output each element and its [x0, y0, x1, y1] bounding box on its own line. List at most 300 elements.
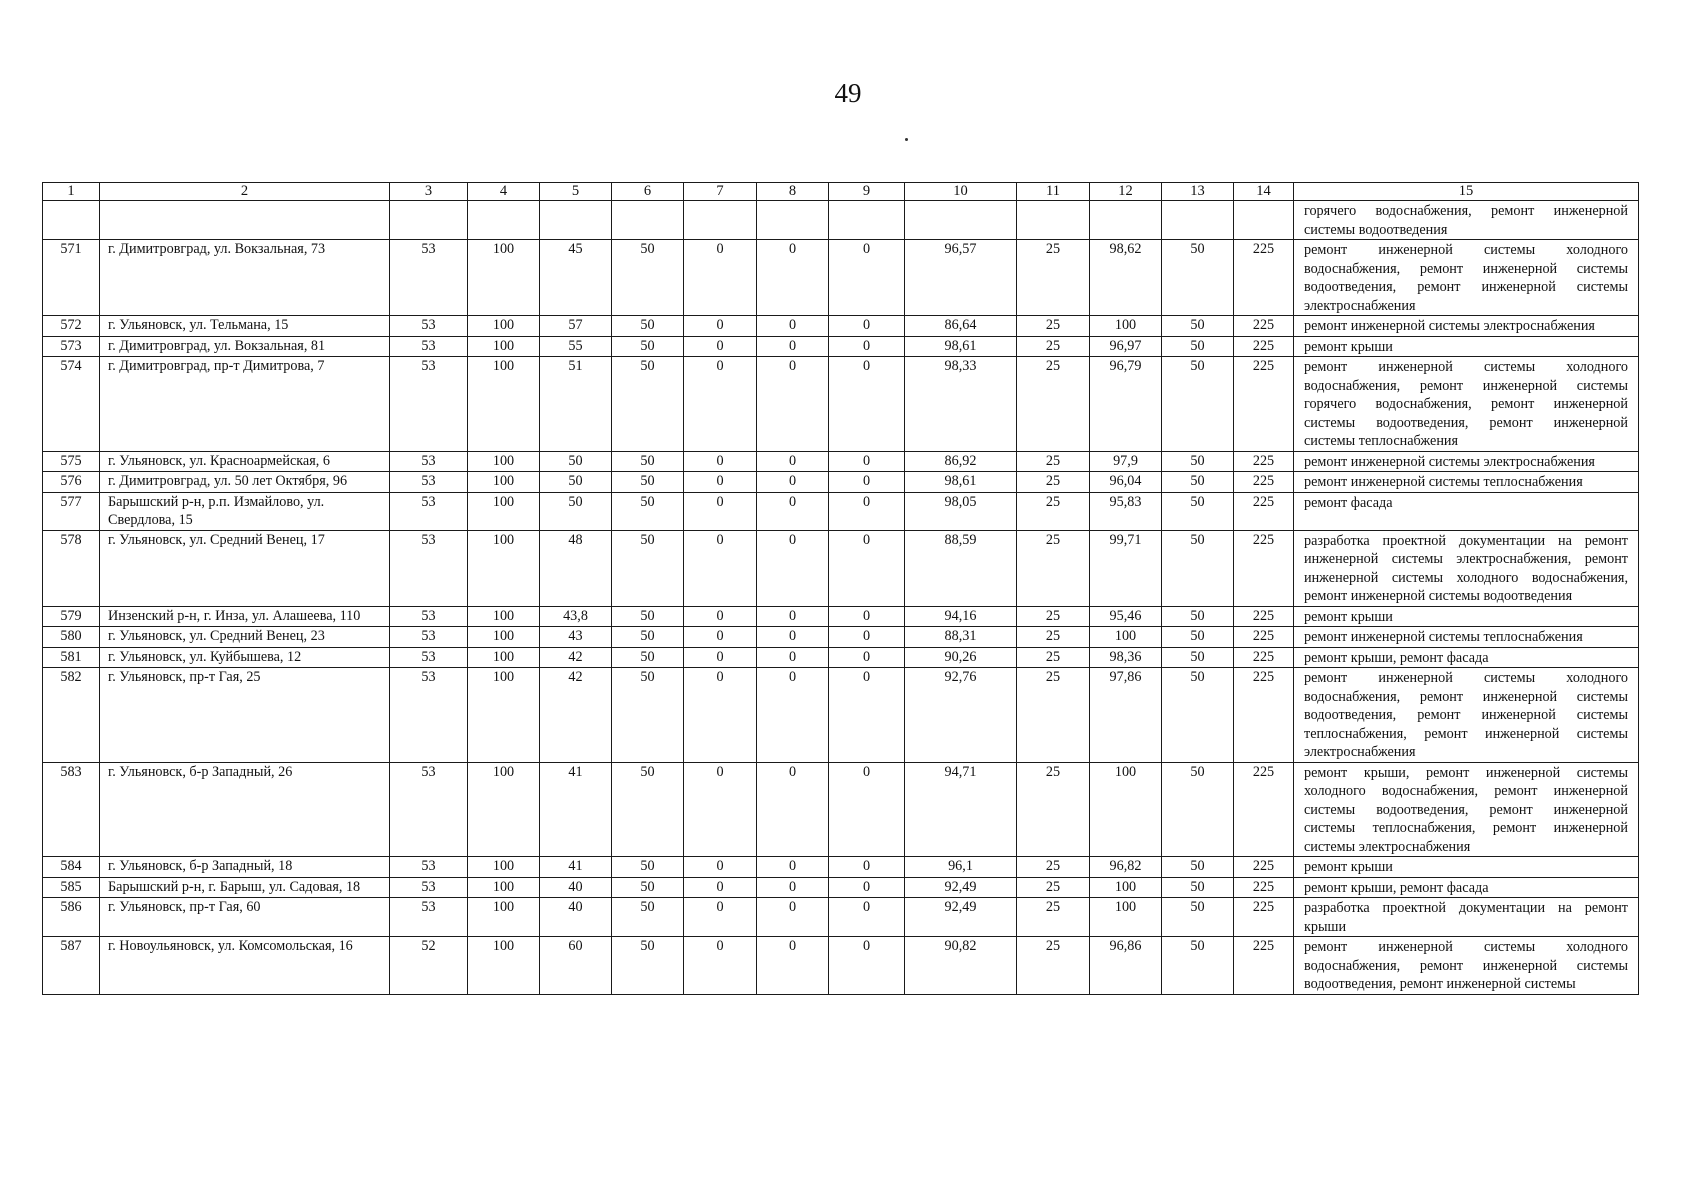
col7-value: 0	[684, 762, 757, 857]
col9-value: 0	[829, 336, 905, 357]
col11-value: 25	[1017, 240, 1090, 316]
col7-value: 0	[684, 336, 757, 357]
col8-value: 0	[757, 877, 829, 898]
table-row	[43, 472, 1639, 493]
col13-value: 50	[1162, 647, 1234, 668]
row-number: 581	[43, 647, 100, 668]
col11-value: 25	[1017, 336, 1090, 357]
col9-value: 0	[829, 357, 905, 452]
address: г. Ульяновск, ул. Тельмана, 15	[100, 316, 390, 337]
col5-value: 42	[540, 647, 612, 668]
table-row	[43, 937, 1639, 995]
col13-value: 50	[1162, 762, 1234, 857]
header-row	[43, 183, 1639, 201]
col4-value: 100	[468, 336, 540, 357]
col10-value: 98,05	[905, 492, 1017, 530]
col11-value: 25	[1017, 451, 1090, 472]
col4-value: 100	[468, 451, 540, 472]
col11-value: 25	[1017, 357, 1090, 452]
col12-value: 100	[1090, 762, 1162, 857]
col6-value: 50	[612, 647, 684, 668]
col6-value: 50	[612, 240, 684, 316]
col7-value: 0	[684, 316, 757, 337]
col12-value: 96,86	[1090, 937, 1162, 995]
col3-value: 53	[390, 668, 468, 763]
row-number: 586	[43, 898, 100, 937]
col11-value	[1017, 201, 1090, 240]
column-header: 14	[1234, 183, 1294, 201]
work-description: ремонт инженерной системы электроснабжения	[1294, 316, 1639, 337]
col4-value: 100	[468, 627, 540, 648]
col14-value: 225	[1234, 240, 1294, 316]
col6-value: 50	[612, 492, 684, 530]
table-row	[43, 451, 1639, 472]
column-header: 9	[829, 183, 905, 201]
row-number: 576	[43, 472, 100, 493]
col4-value: 100	[468, 898, 540, 937]
col5-value: 43	[540, 627, 612, 648]
table-body	[43, 183, 1639, 995]
row-number: 585	[43, 877, 100, 898]
col4-value: 100	[468, 530, 540, 606]
col7-value: 0	[684, 451, 757, 472]
table-row	[43, 336, 1639, 357]
col14-value: 225	[1234, 898, 1294, 937]
table-row	[43, 877, 1639, 898]
col6-value: 50	[612, 627, 684, 648]
column-header: 12	[1090, 183, 1162, 201]
col5-value: 50	[540, 492, 612, 530]
col8-value: 0	[757, 606, 829, 627]
col9-value	[829, 201, 905, 240]
work-description: ремонт инженерной системы теплоснабжения	[1294, 472, 1639, 493]
col10-value: 92,49	[905, 877, 1017, 898]
table-row	[43, 492, 1639, 530]
address: Барышский р-н, г. Барыш, ул. Садовая, 18	[100, 877, 390, 898]
col14-value: 225	[1234, 530, 1294, 606]
col11-value: 25	[1017, 627, 1090, 648]
col7-value: 0	[684, 492, 757, 530]
col5-value: 40	[540, 898, 612, 937]
row-number: 571	[43, 240, 100, 316]
col11-value: 25	[1017, 857, 1090, 878]
col10-value: 98,61	[905, 336, 1017, 357]
table-row	[43, 762, 1639, 857]
row-number: 573	[43, 336, 100, 357]
col12-value: 96,82	[1090, 857, 1162, 878]
col9-value: 0	[829, 857, 905, 878]
col6-value: 50	[612, 668, 684, 763]
col3-value: 53	[390, 762, 468, 857]
address: г. Димитровград, пр-т Димитрова, 7	[100, 357, 390, 452]
table-row	[43, 357, 1639, 452]
col12-value: 99,71	[1090, 530, 1162, 606]
data-table	[42, 182, 1639, 995]
col6-value: 50	[612, 472, 684, 493]
col9-value: 0	[829, 472, 905, 493]
col14-value	[1234, 201, 1294, 240]
column-header: 4	[468, 183, 540, 201]
col4-value: 100	[468, 668, 540, 763]
col14-value: 225	[1234, 357, 1294, 452]
col4-value: 100	[468, 606, 540, 627]
col14-value: 225	[1234, 668, 1294, 763]
col12-value: 95,83	[1090, 492, 1162, 530]
col13-value: 50	[1162, 240, 1234, 316]
col13-value: 50	[1162, 336, 1234, 357]
address: г. Димитровград, ул. 50 лет Октября, 96	[100, 472, 390, 493]
column-header: 15	[1294, 183, 1639, 201]
col13-value: 50	[1162, 530, 1234, 606]
col13-value: 50	[1162, 627, 1234, 648]
work-description: ремонт инженерной системы холодного водоснабжения, ремонт инженерной системы водоотведения, ремонт инженерной системы теплоснабжения, ремонт инженерной системы электроснабжения	[1294, 668, 1639, 763]
col6-value: 50	[612, 336, 684, 357]
address: г. Ульяновск, пр-т Гая, 25	[100, 668, 390, 763]
col6-value: 50	[612, 762, 684, 857]
col12-value	[1090, 201, 1162, 240]
column-header: 8	[757, 183, 829, 201]
col8-value: 0	[757, 937, 829, 995]
col6-value: 50	[612, 530, 684, 606]
col9-value: 0	[829, 530, 905, 606]
col10-value: 88,31	[905, 627, 1017, 648]
col9-value: 0	[829, 937, 905, 995]
col14-value: 225	[1234, 937, 1294, 995]
col10-value: 92,49	[905, 898, 1017, 937]
column-header: 10	[905, 183, 1017, 201]
col12-value: 98,62	[1090, 240, 1162, 316]
work-description: горячего водоснабжения, ремонт инженерной системы водоотведения	[1294, 201, 1639, 240]
col5-value: 57	[540, 316, 612, 337]
col5-value: 60	[540, 937, 612, 995]
col13-value: 50	[1162, 357, 1234, 452]
col6-value: 50	[612, 451, 684, 472]
col12-value: 100	[1090, 898, 1162, 937]
col3-value: 53	[390, 877, 468, 898]
col10-value: 98,33	[905, 357, 1017, 452]
col13-value: 50	[1162, 857, 1234, 878]
col8-value: 0	[757, 762, 829, 857]
col10-value: 86,64	[905, 316, 1017, 337]
col14-value: 225	[1234, 492, 1294, 530]
col14-value: 225	[1234, 857, 1294, 878]
col13-value: 50	[1162, 492, 1234, 530]
col5-value: 48	[540, 530, 612, 606]
column-header: 5	[540, 183, 612, 201]
col8-value: 0	[757, 451, 829, 472]
col5-value: 55	[540, 336, 612, 357]
col9-value: 0	[829, 627, 905, 648]
col7-value: 0	[684, 627, 757, 648]
col4-value: 100	[468, 240, 540, 316]
col10-value	[905, 201, 1017, 240]
col11-value: 25	[1017, 606, 1090, 627]
work-description: разработка проектной документации на ремонт инженерной системы электроснабжения, ремонт инженерной системы холодного водоснабжения, ремонт инженерной системы водоотведения	[1294, 530, 1639, 606]
col3-value: 53	[390, 336, 468, 357]
col11-value: 25	[1017, 647, 1090, 668]
col12-value: 100	[1090, 627, 1162, 648]
col14-value: 225	[1234, 877, 1294, 898]
col8-value: 0	[757, 530, 829, 606]
col7-value: 0	[684, 898, 757, 937]
col9-value: 0	[829, 898, 905, 937]
col8-value: 0	[757, 492, 829, 530]
col11-value: 25	[1017, 472, 1090, 493]
col6-value: 50	[612, 606, 684, 627]
col11-value: 25	[1017, 530, 1090, 606]
col10-value: 90,82	[905, 937, 1017, 995]
col7-value: 0	[684, 240, 757, 316]
col10-value: 94,71	[905, 762, 1017, 857]
address: г. Ульяновск, ул. Красноармейская, 6	[100, 451, 390, 472]
col14-value: 225	[1234, 627, 1294, 648]
col4-value: 100	[468, 762, 540, 857]
col10-value: 86,92	[905, 451, 1017, 472]
table-row	[43, 606, 1639, 627]
col3-value: 53	[390, 357, 468, 452]
col9-value: 0	[829, 492, 905, 530]
col7-value: 0	[684, 647, 757, 668]
table-row	[43, 530, 1639, 606]
col10-value: 96,57	[905, 240, 1017, 316]
row-number	[43, 201, 100, 240]
col3-value: 53	[390, 451, 468, 472]
col3-value: 53	[390, 606, 468, 627]
col7-value: 0	[684, 357, 757, 452]
work-description: ремонт крыши	[1294, 857, 1639, 878]
col5-value: 41	[540, 857, 612, 878]
col9-value: 0	[829, 316, 905, 337]
col3-value: 53	[390, 898, 468, 937]
table-row	[43, 627, 1639, 648]
address: г. Ульяновск, б-р Западный, 18	[100, 857, 390, 878]
col14-value: 225	[1234, 336, 1294, 357]
col3-value: 53	[390, 857, 468, 878]
column-header: 11	[1017, 183, 1090, 201]
col3-value: 53	[390, 472, 468, 493]
col7-value: 0	[684, 668, 757, 763]
address: г. Ульяновск, б-р Западный, 26	[100, 762, 390, 857]
col11-value: 25	[1017, 762, 1090, 857]
work-description: ремонт крыши, ремонт фасада	[1294, 877, 1639, 898]
col8-value: 0	[757, 647, 829, 668]
column-header: 13	[1162, 183, 1234, 201]
col4-value: 100	[468, 357, 540, 452]
col9-value: 0	[829, 877, 905, 898]
column-header: 2	[100, 183, 390, 201]
work-description: ремонт инженерной системы холодного водоснабжения, ремонт инженерной системы водоотведения, ремонт инженерной системы	[1294, 937, 1639, 995]
col12-value: 96,04	[1090, 472, 1162, 493]
table-row	[43, 240, 1639, 316]
col10-value: 88,59	[905, 530, 1017, 606]
col12-value: 100	[1090, 877, 1162, 898]
col4-value: 100	[468, 472, 540, 493]
col13-value	[1162, 201, 1234, 240]
col3-value: 53	[390, 316, 468, 337]
col8-value: 0	[757, 316, 829, 337]
col11-value: 25	[1017, 877, 1090, 898]
col9-value: 0	[829, 647, 905, 668]
col4-value: 100	[468, 877, 540, 898]
address: г. Ульяновск, пр-т Гая, 60	[100, 898, 390, 937]
col3-value: 53	[390, 240, 468, 316]
work-description: ремонт крыши	[1294, 336, 1639, 357]
col4-value: 100	[468, 316, 540, 337]
col13-value: 50	[1162, 451, 1234, 472]
address: г. Димитровград, ул. Вокзальная, 81	[100, 336, 390, 357]
table-row	[43, 857, 1639, 878]
col12-value: 96,79	[1090, 357, 1162, 452]
col6-value: 50	[612, 877, 684, 898]
col5-value: 50	[540, 451, 612, 472]
col9-value: 0	[829, 240, 905, 316]
address: г. Ульяновск, ул. Средний Венец, 17	[100, 530, 390, 606]
col13-value: 50	[1162, 877, 1234, 898]
work-description: ремонт инженерной системы электроснабжения	[1294, 451, 1639, 472]
address	[100, 201, 390, 240]
col4-value: 100	[468, 857, 540, 878]
column-header: 3	[390, 183, 468, 201]
col6-value: 50	[612, 898, 684, 937]
row-number: 575	[43, 451, 100, 472]
col7-value: 0	[684, 472, 757, 493]
column-header: 1	[43, 183, 100, 201]
col5-value: 43,8	[540, 606, 612, 627]
col12-value: 97,86	[1090, 668, 1162, 763]
col7-value: 0	[684, 937, 757, 995]
col14-value: 225	[1234, 606, 1294, 627]
work-description: ремонт инженерной системы холодного водоснабжения, ремонт инженерной системы водоотведения, ремонт инженерной системы электроснабжения	[1294, 240, 1639, 316]
col5-value	[540, 201, 612, 240]
col10-value: 92,76	[905, 668, 1017, 763]
col9-value: 0	[829, 668, 905, 763]
col3-value	[390, 201, 468, 240]
col8-value: 0	[757, 240, 829, 316]
col7-value: 0	[684, 877, 757, 898]
row-number: 583	[43, 762, 100, 857]
col5-value: 50	[540, 472, 612, 493]
col13-value: 50	[1162, 316, 1234, 337]
col5-value: 51	[540, 357, 612, 452]
col12-value: 97,9	[1090, 451, 1162, 472]
column-header: 6	[612, 183, 684, 201]
col3-value: 52	[390, 937, 468, 995]
address: г. Ульяновск, ул. Средний Венец, 23	[100, 627, 390, 648]
col12-value: 95,46	[1090, 606, 1162, 627]
address: Барышский р-н, р.п. Измайлово, ул. Свердлова, 15	[100, 492, 390, 530]
work-description: ремонт крыши	[1294, 606, 1639, 627]
row-number: 580	[43, 627, 100, 648]
col10-value: 98,61	[905, 472, 1017, 493]
row-number: 582	[43, 668, 100, 763]
work-description: ремонт инженерной системы холодного водоснабжения, ремонт инженерной системы горячего водоснабжения, ремонт инженерной системы водоотведения, ремонт инженерной системы теплоснабжения	[1294, 357, 1639, 452]
col4-value: 100	[468, 937, 540, 995]
address: Инзенский р-н, г. Инза, ул. Алашеева, 110	[100, 606, 390, 627]
work-description: ремонт крыши, ремонт фасада	[1294, 647, 1639, 668]
row-number: 572	[43, 316, 100, 337]
table-row	[43, 201, 1639, 240]
col5-value: 41	[540, 762, 612, 857]
col3-value: 53	[390, 492, 468, 530]
col13-value: 50	[1162, 606, 1234, 627]
work-description: ремонт инженерной системы теплоснабжения	[1294, 627, 1639, 648]
address: г. Димитровград, ул. Вокзальная, 73	[100, 240, 390, 316]
col10-value: 96,1	[905, 857, 1017, 878]
table-row	[43, 647, 1639, 668]
row-number: 587	[43, 937, 100, 995]
col12-value: 100	[1090, 316, 1162, 337]
work-description: ремонт фасада	[1294, 492, 1639, 530]
col8-value: 0	[757, 668, 829, 763]
col14-value: 225	[1234, 647, 1294, 668]
col4-value: 100	[468, 492, 540, 530]
col5-value: 42	[540, 668, 612, 763]
col6-value: 50	[612, 316, 684, 337]
col11-value: 25	[1017, 668, 1090, 763]
col13-value: 50	[1162, 898, 1234, 937]
col13-value: 50	[1162, 937, 1234, 995]
row-number: 578	[43, 530, 100, 606]
row-number: 574	[43, 357, 100, 452]
address: г. Новоульяновск, ул. Комсомольская, 16	[100, 937, 390, 995]
col8-value: 0	[757, 357, 829, 452]
address: г. Ульяновск, ул. Куйбышева, 12	[100, 647, 390, 668]
row-number: 577	[43, 492, 100, 530]
col10-value: 94,16	[905, 606, 1017, 627]
col8-value: 0	[757, 857, 829, 878]
col3-value: 53	[390, 647, 468, 668]
col6-value: 50	[612, 937, 684, 995]
col10-value: 90,26	[905, 647, 1017, 668]
col13-value: 50	[1162, 472, 1234, 493]
col12-value: 98,36	[1090, 647, 1162, 668]
col4-value: 100	[468, 647, 540, 668]
col11-value: 25	[1017, 316, 1090, 337]
scan-mark	[905, 138, 908, 141]
row-number: 579	[43, 606, 100, 627]
row-number: 584	[43, 857, 100, 878]
column-header: 7	[684, 183, 757, 201]
col8-value: 0	[757, 472, 829, 493]
page-number: 49	[834, 78, 862, 108]
col6-value: 50	[612, 357, 684, 452]
col8-value: 0	[757, 336, 829, 357]
col9-value: 0	[829, 451, 905, 472]
col8-value	[757, 201, 829, 240]
work-description: разработка проектной документации на ремонт крыши	[1294, 898, 1639, 937]
col14-value: 225	[1234, 316, 1294, 337]
col7-value: 0	[684, 857, 757, 878]
col11-value: 25	[1017, 492, 1090, 530]
col14-value: 225	[1234, 451, 1294, 472]
col8-value: 0	[757, 627, 829, 648]
work-description: ремонт крыши, ремонт инженерной системы холодного водоснабжения, ремонт инженерной системы водоотведения, ремонт инженерной системы теплоснабжения, ремонт инженерной системы электроснабжения	[1294, 762, 1639, 857]
col9-value: 0	[829, 762, 905, 857]
col14-value: 225	[1234, 762, 1294, 857]
col6-value: 50	[612, 857, 684, 878]
table-row	[43, 316, 1639, 337]
col13-value: 50	[1162, 668, 1234, 763]
col3-value: 53	[390, 627, 468, 648]
col6-value	[612, 201, 684, 240]
col3-value: 53	[390, 530, 468, 606]
col7-value: 0	[684, 606, 757, 627]
col12-value: 96,97	[1090, 336, 1162, 357]
col11-value: 25	[1017, 937, 1090, 995]
table-row	[43, 668, 1639, 763]
col9-value: 0	[829, 606, 905, 627]
col5-value: 40	[540, 877, 612, 898]
